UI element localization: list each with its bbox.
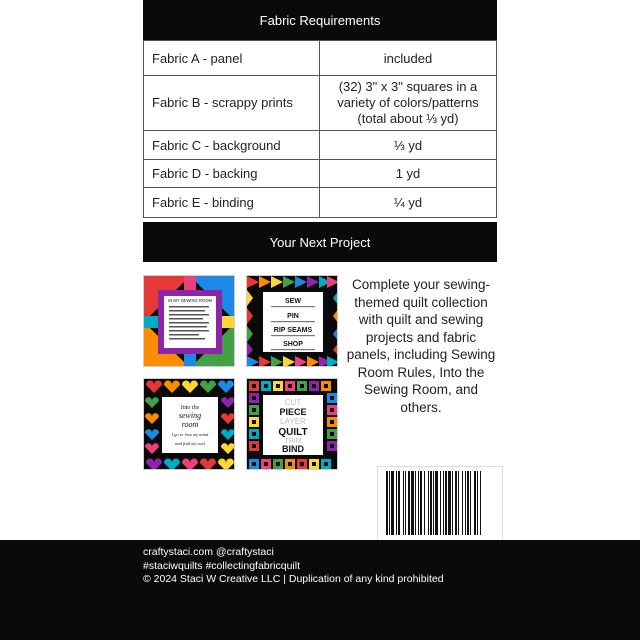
fabric-amount: included	[320, 41, 497, 76]
quilt-thumbnail-sewing-room-rules[interactable]	[143, 275, 235, 367]
table-row	[144, 188, 497, 218]
quilt-word: TRIM	[284, 438, 302, 445]
fabric-label: Fabric E - binding	[144, 188, 320, 218]
fabric-label: Fabric C - background	[144, 131, 320, 160]
quilt-image	[144, 276, 235, 367]
quilt-word: LAYER	[280, 417, 306, 426]
fabric-amount: 1 yd	[320, 160, 497, 188]
fabric-requirements-header: Fabric Requirements	[143, 0, 497, 40]
quilt-image	[144, 379, 235, 470]
fabric-amount: (32) 3" x 3" squares in a variety of colors/patterns (total about ⅓ yd)	[320, 76, 497, 131]
quilt-title-text: IN MY SEWING ROOM	[168, 298, 212, 303]
table-row	[144, 131, 497, 160]
quilt-thumbnail-cut-piece[interactable]	[246, 378, 338, 470]
next-project-header: Your Next Project	[143, 222, 497, 262]
table-row	[144, 76, 497, 131]
quilt-word: and find my soul	[175, 441, 205, 446]
quilt-thumbnail-sew-pin[interactable]	[246, 275, 338, 367]
quilt-image	[247, 379, 338, 470]
fabric-label: Fabric B - scrappy prints	[144, 76, 320, 131]
table-row	[144, 41, 497, 76]
fabric-amount: ¼ yd	[320, 188, 497, 218]
next-project-description: Complete your sewing-themed quilt collection with quilt and sewing projects and fabric panels, including Sewing Room Rules, Into the Sewing Room, and others.	[346, 277, 496, 415]
quilt-thumbnail-into-sewing-room[interactable]	[143, 378, 235, 470]
quilt-word: I go to lose my mind	[171, 432, 209, 437]
footer	[0, 540, 640, 640]
quilt-word: sewing	[178, 411, 202, 420]
quilt-word: SHOP	[283, 341, 303, 348]
fabric-requirements-table	[143, 40, 497, 218]
quilt-word: RIP SEAMS	[273, 327, 313, 334]
fabric-amount: ⅓ yd	[320, 131, 497, 160]
quilt-word: CUT	[284, 398, 302, 407]
barcode-bars	[378, 469, 504, 541]
quilt-word: SEW	[285, 298, 301, 305]
fabric-label: Fabric D - backing	[144, 160, 320, 188]
footer-copyright: © 2024 Staci W Creative LLC | Duplication of any kind prohibited	[143, 573, 444, 585]
quilt-word: BIND	[282, 444, 304, 454]
footer-website-handle: craftystaci.com @craftystaci	[143, 546, 274, 558]
quilt-word: QUILT	[278, 427, 308, 438]
quilt-word: room	[181, 420, 199, 429]
footer-hashtags: #staciwquilts #collectingfabricquilt	[143, 560, 300, 572]
table-row	[144, 160, 497, 188]
quilt-word: PIN	[287, 313, 299, 320]
quilt-word: Into the	[180, 405, 200, 411]
quilt-word: PIECE	[279, 407, 307, 417]
quilt-image	[247, 276, 338, 367]
fabric-label: Fabric A - panel	[144, 41, 320, 76]
